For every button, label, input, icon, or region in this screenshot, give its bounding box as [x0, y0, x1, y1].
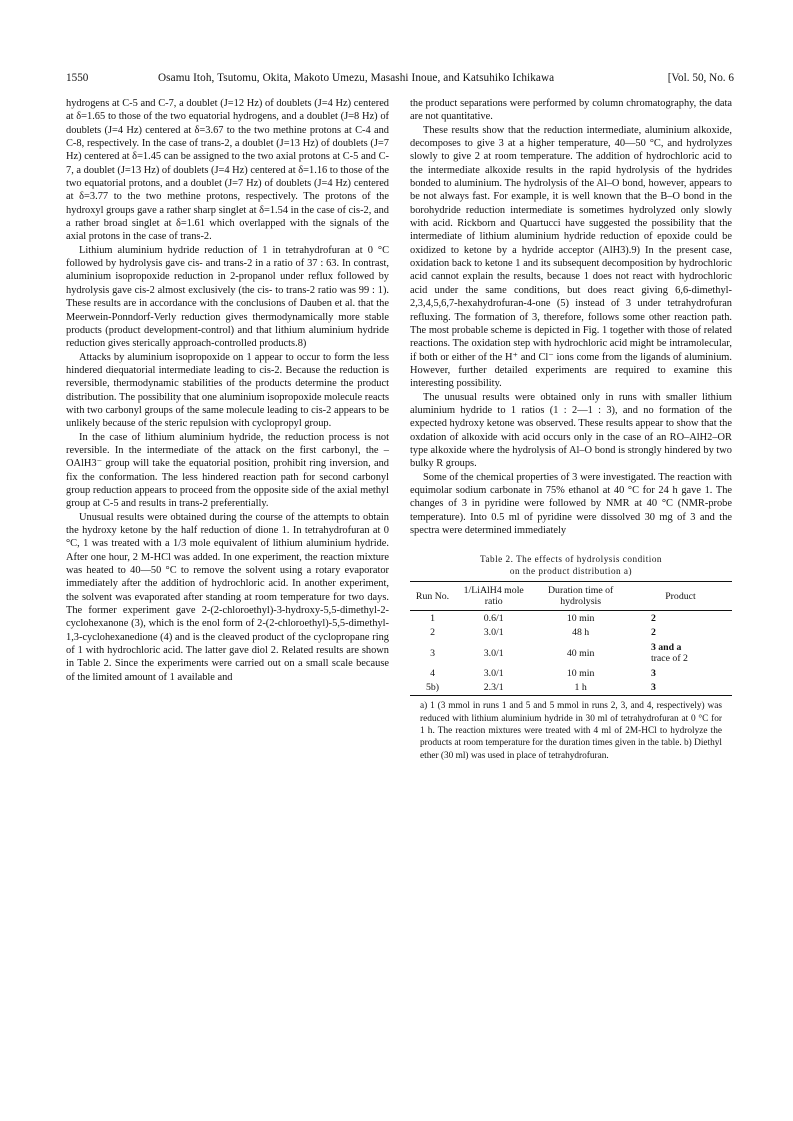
table-cell: 0.6/1 — [483, 612, 504, 624]
author-line: Osamu Itoh, Tsutomu, Okita, Makoto Umezu, Masashi Inoue, and Katsuhiko Ichikawa — [158, 72, 555, 84]
volume-info: [Vol. 50, No. 6 — [667, 72, 734, 84]
product-extra: trace of 2 — [650, 653, 688, 665]
table-cell: 2 — [430, 627, 435, 639]
table-cell: 3 — [430, 647, 435, 659]
paragraph: In the case of lithium aluminium hydride, the reduction process is not reversible. In the intermediate of the attack on the first carbonyl, the –OAlH3⁻ group will take the equatorial position, prohibit ring inversion, and fix the conformation. The less hindered reaction path for second carbonyl group reduction appears to proceed from the opposite side of the axial methyl group at C-5 and results in trans-2 preferentially. — [66, 431, 389, 510]
table-cell: 3.0/1 — [483, 647, 504, 659]
paragraph: These results show that the reduction intermediate, aluminium alkoxide, decomposes to give 3 at a higher temperature, 40—50 °C, and hydrolyzes slowly to give 2 at room temperature. The addition of hydrochloric acid to the intermediate alkoxide results in the rapid hydrolysis of the hydrides bonded to aluminium. The hydrolysis of the Al–O bond, however, appears to be not always fast. For example, it is well known that the B–O bond in the borohydride reduction intermediate is sometimes hydrolyzed only slowly with acid. Rickborn and Quartucci have suggested the possibility that the intermediate of lithium aluminium hydride reduction of epoxide could be oxidized to ketone by a hydride acceptor (AlH3).9) In the present case, oxidation back to ketone 1 and its subsequent decomposition by hydrochloric acid cannot explain the results, because 1 does not react with hydrochloric acid under the same conditions, but does react giving 6,6-dimethyl-2,3,4,5,6,7-hexahydrofuran-4-one (5) instead of 3 under tetrahydrofuran refluxing. The formation of 3, therefore, follows some other reaction path. The most probable scheme is depicted in Fig. 1 together with those of related reactions. The oxidation step with hydrochloric acid might be intramolecular, if both or either of the H⁺ and Cl⁻ ions come from the ligands of aluminium. However, further detailed experiments are required to examine this interesting possibility. — [410, 124, 732, 390]
right-column — [410, 97, 732, 762]
table-row — [410, 681, 732, 696]
table-cell: 40 min — [566, 647, 595, 659]
table-cell: 3 — [650, 682, 656, 694]
paragraph: The unusual results were obtained only in runs with smaller lithium aluminium hydride to 1 ratios (1 : 2—1 : 3), and no formation of the expected hydroxy ketone was observed. These results appear to show that the oxdation of alkoxide with acid occurs only in the case of an RO–AlH2–OR type alkoxide where the hydrolysis of Al–O bond is strongly hindered by two bulky R groups. — [410, 391, 732, 470]
left-column — [66, 97, 389, 684]
table-header-row — [410, 582, 732, 611]
table-footnotes: a) 1 (3 mmol in runs 1 and 5 and 5 mmol in runs 2, 3, and 4, respectively) was reduced with lithium aluminium hydride in 30 ml of tetrahydrofuran at 0 °C for 1 h. The reaction mixtures were treated with 4 ml of 2M-HCl to hydrolyze the products at room temperature for the duration times given in the table. b) Diethyl ether (30 ml) was used in place of tetrahydrofuran. — [420, 701, 722, 761]
table-cell: 3 — [650, 667, 656, 679]
table-cell: 2.3/1 — [483, 682, 504, 694]
column-header: 1/LiAlH4 mole ratio — [463, 585, 524, 608]
paragraph: hydrogens at C-5 and C-7, a doublet (J=12 Hz) of doublets (J=4 Hz) centered at δ=1.65 to those of the two equatorial hydrogens, and a doublet (J=8 Hz) of doublets (J=4 Hz) centered at δ=3.67 to the two methine protons at C-4 and C-8, respectively. In the case of trans-2, a doublet (J=13 Hz) of doublets (J=7 Hz) centered at δ=1.45 can be assigned to the two axial protons at C-5 and C-7, a doublet (J=13 Hz) of doublets (J=4 Hz) centered at δ=1.16 to those of the two equatorial protons, and a doublet (J=7 Hz) of doublets (J=4 Hz) centered at δ=3.77 to the two methine protons, respectively. The protons of the hydroxyl groups gave a rather sharp singlet at δ=1.54 in the case of cis-2, and a rather broad singlet at δ=1.61 which overlapped with the signals of the axial protons in the case of trans-2. — [66, 98, 389, 243]
paragraph: Attacks by aluminium isopropoxide on 1 appear to occur to form the less hindered diequatorial intermediate leading to cis-2. Because the reduction is reversible, thermodynamic stabilities of the products determine the product distribution. The possibility that one aluminium isopropoxide molecule reacts with two carbonyl groups of the same molecule leading to cis-2 appears to be unlikely because of the steric repulsion with cyclopropyl group. — [66, 351, 389, 430]
results-table — [410, 581, 732, 696]
table-cell: 10 min — [566, 612, 595, 624]
table-cell: 2 — [650, 612, 656, 624]
table-row — [410, 640, 732, 666]
table-cell: 4 — [430, 667, 435, 679]
table-cell: 48 h — [572, 627, 590, 639]
page-number: 1550 — [66, 72, 89, 84]
column-header: Product — [665, 590, 696, 602]
paragraph: Unusual results were obtained during the course of the attempts to obtain the hydroxy ketone by the half reduction of dione 1. In tetrahydrofuran at 0 °C, 1 was treated with a 1/3 mole equivalent of lithium aluminium hydride. After one hour, 2 M-HCl was added. In one experiment, the reaction mixture was heated to 40—50 °C to remove the solvent using a rotary evaporator immediately after the addition of hydrochloric acid. In another experiment, the solvent was evaporated after standing at room temperature for two days. The former experiment gave 2-(2-chloroethyl)-3-hydroxy-5,5-dimethyl-2-cyclohexanone (3), which is the enol form of 2-(2-chloroethyl)-5,5-dimethyl-1,3-cyclohexanedione (4) and is the cleaved product of the cyclopropane ring of 1 with hydrochloric acid. The latter gave diol 2. Related results are shown in Table 2. Since the experiments were carried out on a small scale because of the limited amount of 1 available and — [66, 511, 389, 683]
column-header: Duration time of hydrolysis — [547, 585, 614, 608]
table-caption — [410, 553, 732, 577]
paragraph: the product separations were performed by column chromatography, the data are not quantitative. — [410, 98, 732, 123]
table-title-line: on the product distribution a) — [509, 566, 633, 577]
table-cell: 10 min — [566, 667, 595, 679]
table-cell — [629, 640, 732, 666]
table-title-line: Table 2. The effects of hydrolysis condition — [479, 554, 663, 565]
table-row — [410, 666, 732, 681]
table-cell: 5b) — [426, 682, 440, 694]
table-row — [410, 611, 732, 626]
table-cell: 1 h — [574, 682, 587, 694]
table-row — [410, 626, 732, 641]
table-cell: 3.0/1 — [483, 667, 504, 679]
column-header: Run No. — [415, 590, 450, 602]
product-label: 3 and a — [650, 641, 682, 653]
table-cell: 1 — [430, 612, 435, 624]
paragraph: Lithium aluminium hydride reduction of 1 in tetrahydrofuran at 0 °C followed by hydrolysis gave cis- and trans-2 in a ratio of 37 : 63. In contrast, aluminium isopropoxide reduction in 2-propanol under reflux followed by hydrolysis gave cis-2 almost exclusively (the cis- to trans-2 ratio was 99 : 1). These results are in accordance with the conclusions of Dauben et al. that the Meerwein-Ponndorf-Verly reduction gives thermodynamically more stable products (product development-control) and that lithium aluminium hydride reduction gives sterically approach-controlled products.8) — [66, 244, 389, 350]
table-cell: 3.0/1 — [483, 627, 504, 639]
table-cell: 2 — [650, 627, 656, 639]
paragraph: Some of the chemical properties of 3 were investigated. The reaction with equimolar sodium carbonate in 75% ethanol at 40 °C for 24 h gave 1. The changes of 3 in pyridine were followed by NMR at 40 °C (NMR-probe temperature). Into 0.5 ml of pyridine were dissolved 30 mg of 3 and the spectra were determined immediately — [410, 471, 732, 536]
